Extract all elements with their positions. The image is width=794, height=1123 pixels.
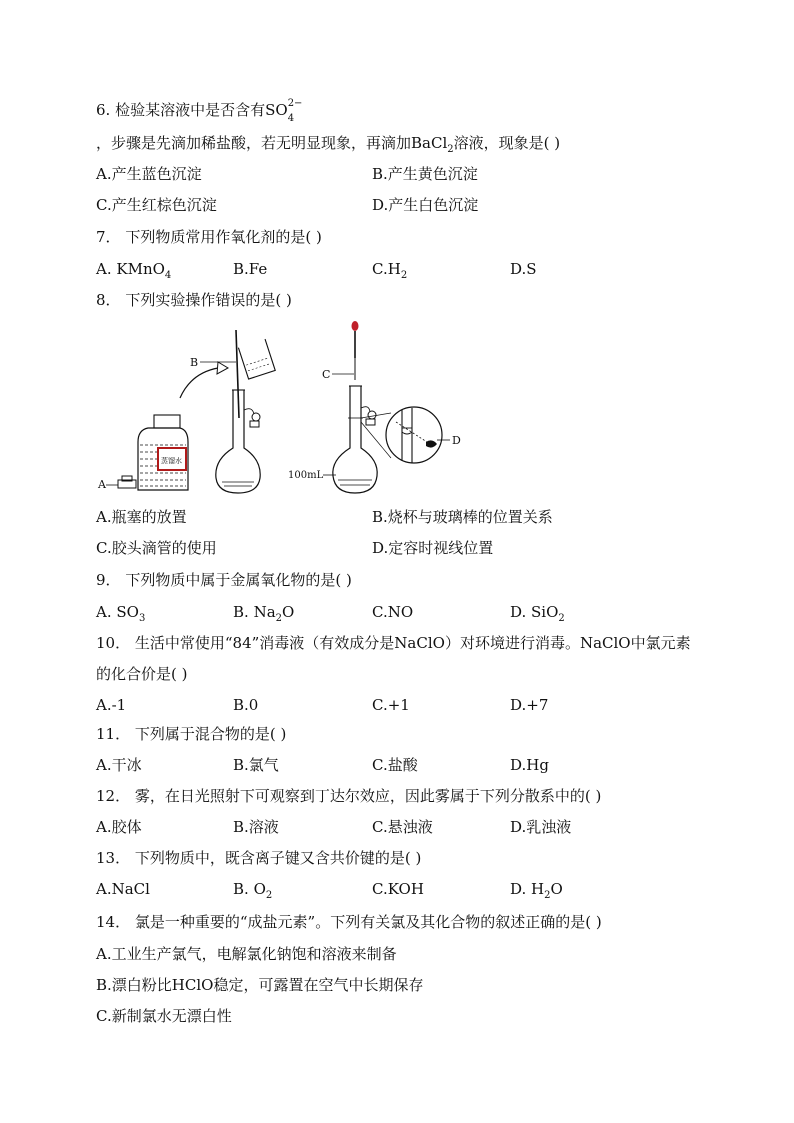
option-11b[interactable]: B.氯气 [233, 756, 279, 774]
question-10-stem: 10． 生活中常使用“84”消毒液（有效成分是NaClO）对环境进行消毒。NaClO中氯元素 [96, 634, 691, 652]
question-6-stem-cont: ，步骤是先滴加稀盐酸，若无明显现象，再滴加BaCl$_2$溶液，现象是( ) [96, 134, 561, 155]
option-9c[interactable]: C.NO [372, 603, 414, 621]
option-12b[interactable]: B.溶液 [233, 818, 279, 836]
figure-label-b: B [190, 356, 199, 369]
option-13c[interactable]: C.KOH [372, 880, 424, 898]
option-11c[interactable]: C.盐酸 [372, 756, 418, 774]
option-10c[interactable]: C.+1 [372, 696, 410, 714]
option-9b[interactable]: B. $Na_2O$ [233, 603, 295, 624]
option-14a[interactable]: A.工业生产氯气，电解氯化钠饱和溶液来制备 [96, 945, 397, 963]
option-12a[interactable]: A.胶体 [96, 818, 142, 836]
option-7a[interactable]: A. KMnO$_4$ [96, 260, 172, 281]
question-6-stem: 6. 检验某溶液中是否含有SO 2− 4 [96, 98, 303, 124]
option-10d[interactable]: D.+7 [510, 696, 549, 714]
figure-label-d: D [452, 434, 461, 447]
question-11-stem: 11． 下列属于混合物的是( ) [96, 725, 287, 743]
option-7c[interactable]: $C.H_2$ [372, 260, 408, 281]
option-12d[interactable]: D.乳浊液 [510, 818, 572, 836]
lab-operations-figure [96, 318, 476, 498]
option-9a[interactable]: A. $SO_3$ [96, 603, 146, 624]
question-9-stem: 9． 下列物质中属于金属氧化物的是( ) [96, 571, 352, 589]
option-6d[interactable]: D.产生白色沉淀 [372, 196, 479, 214]
option-8a[interactable]: A.瓶塞的放置 [96, 508, 187, 526]
option-8d[interactable]: D.定容时视线位置 [372, 539, 494, 557]
option-11d[interactable]: D.Hg [510, 756, 549, 774]
option-6c[interactable]: C.产生红棕色沉淀 [96, 196, 217, 214]
option-8c[interactable]: C.胶头滴管的使用 [96, 539, 217, 557]
option-8b[interactable]: B.烧杯与玻璃棒的位置关系 [372, 508, 553, 526]
option-13b[interactable]: B. $O_2$ [233, 880, 273, 901]
figure-label-a: A [98, 478, 106, 491]
option-10b[interactable]: B.0 [233, 696, 259, 714]
question-13-stem: 13． 下列物质中，既含离子键又含共价键的是( ) [96, 849, 422, 867]
question-12-stem: 12． 雾，在日光照射下可观察到丁达尔效应，因此雾属于下列分散系中的( ) [96, 787, 602, 805]
option-6b[interactable]: B.产生黄色沉淀 [372, 165, 478, 183]
option-7b[interactable]: B.Fe [233, 260, 268, 278]
sulfate-ion-formula: SO 2− 4 [265, 98, 303, 124]
option-13a[interactable]: A.NaCl [96, 880, 150, 898]
option-14c[interactable]: C.新制氯水无漂白性 [96, 1007, 232, 1025]
option-13d[interactable]: D. $H_2O$ [510, 880, 563, 901]
question-8-stem: 8． 下列实验操作错误的是( ) [96, 291, 292, 309]
flask-volume-label: 100mL [288, 470, 324, 481]
option-10a[interactable]: A.-1 [96, 696, 127, 714]
question-14-stem: 14． 氯是一种重要的“成盐元素”。下列有关氯及其化合物的叙述正确的是( ) [96, 913, 602, 931]
option-7d[interactable]: D.S [510, 260, 537, 278]
option-12c[interactable]: C.悬浊液 [372, 818, 433, 836]
option-6a[interactable]: A.产生蓝色沉淀 [96, 165, 202, 183]
bottle-label-text: 蒸馏水 [161, 457, 182, 465]
question-10-stem-cont: 的化合价是( ) [96, 665, 188, 683]
option-14b[interactable]: B.漂白粉比HClO稳定，可露置在空气中长期保存 [96, 976, 424, 994]
figure-label-c: C [322, 368, 331, 381]
option-9d[interactable]: D. SiO$_2$ [510, 603, 565, 624]
option-11a[interactable]: A.干冰 [96, 756, 142, 774]
question-7-stem: 7． 下列物质常用作氧化剂的是( ) [96, 228, 322, 246]
